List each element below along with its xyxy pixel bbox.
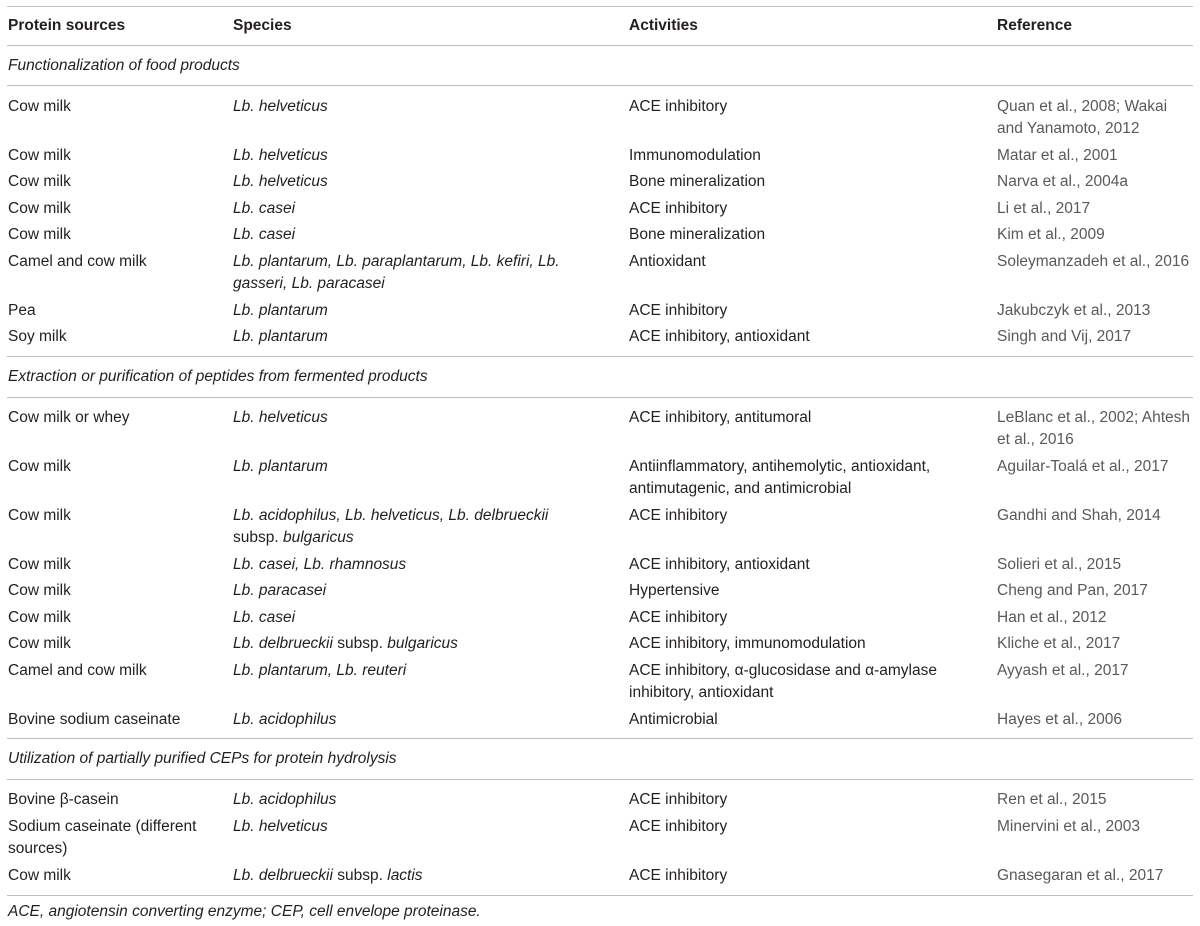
- cell-protein-source: Cow milk: [8, 635, 71, 652]
- cell-protein-source: Camel and cow milk: [8, 253, 147, 270]
- cell-species: Lb. acidophilus: [233, 791, 337, 808]
- header-reference: Reference: [997, 17, 1072, 34]
- cell-species: Lb. casei, Lb. rhamnosus: [233, 556, 407, 573]
- cell-reference: Soleymanzadeh et al., 2016: [997, 253, 1190, 270]
- cell-activities: Bone mineralization: [629, 173, 766, 190]
- cell-activities: ACE inhibitory: [629, 818, 728, 835]
- cell-species: Lb. plantarum: [233, 458, 328, 475]
- cell-protein-source: Bovine sodium caseinate: [8, 711, 181, 728]
- cell-species: Lb. delbrueckii subsp. lactis: [233, 867, 423, 884]
- section-rule: [7, 356, 1193, 357]
- cell-reference: Quan et al., 2008; Wakai and Yanamoto, 2012: [997, 98, 1168, 137]
- cell-species: Lb. casei: [233, 226, 296, 243]
- section-title: Extraction or purification of peptides from fermented products: [8, 368, 428, 385]
- cell-reference: Solieri et al., 2015: [997, 556, 1122, 573]
- cell-activities: ACE inhibitory, antioxidant: [629, 328, 810, 345]
- header-activities: Activities: [629, 17, 698, 34]
- section-title: Utilization of partially purified CEPs for protein hydrolysis: [8, 750, 397, 767]
- cell-reference: LeBlanc et al., 2002; Ahtesh et al., 2016: [997, 409, 1191, 448]
- cell-reference: Jakubczyk et al., 2013: [997, 302, 1151, 319]
- cell-activities: ACE inhibitory: [629, 609, 728, 626]
- cell-reference: Gandhi and Shah, 2014: [997, 507, 1161, 524]
- cell-species: Lb. casei: [233, 609, 296, 626]
- cell-activities: ACE inhibitory: [629, 507, 728, 524]
- header-rule: [7, 45, 1193, 46]
- cell-species: Lb. plantarum: [233, 328, 328, 345]
- section-rule: [7, 738, 1193, 739]
- table-bottom-rule: [7, 895, 1193, 896]
- cell-activities: Antioxidant: [629, 253, 706, 270]
- cell-protein-source: Cow milk: [8, 226, 71, 243]
- cell-species: Lb. helveticus: [233, 818, 328, 835]
- table-top-rule: [7, 6, 1193, 7]
- cell-reference: Li et al., 2017: [997, 200, 1091, 217]
- cell-activities: ACE inhibitory, α-glucosidase and α-amylase inhibitory, antioxidant: [629, 662, 937, 701]
- cell-activities: ACE inhibitory: [629, 791, 728, 808]
- cell-protein-source: Soy milk: [8, 328, 67, 345]
- cell-species: Lb. casei: [233, 200, 296, 217]
- cell-reference: Ren et al., 2015: [997, 791, 1107, 808]
- cell-protein-source: Cow milk: [8, 98, 71, 115]
- cell-activities: Hypertensive: [629, 582, 720, 599]
- cell-reference: Kliche et al., 2017: [997, 635, 1121, 652]
- cell-activities: ACE inhibitory: [629, 200, 728, 217]
- cell-reference: Gnasegaran et al., 2017: [997, 867, 1164, 884]
- cell-protein-source: Cow milk: [8, 458, 71, 475]
- section-rule: [7, 85, 1193, 86]
- cell-activities: Antimicrobial: [629, 711, 718, 728]
- cell-protein-source: Cow milk: [8, 173, 71, 190]
- header-protein-sources: Protein sources: [8, 17, 126, 34]
- header-species: Species: [233, 17, 292, 34]
- cell-protein-source: Cow milk: [8, 556, 71, 573]
- cell-protein-source: Cow milk: [8, 582, 71, 599]
- cell-activities: Immunomodulation: [629, 147, 761, 164]
- cell-protein-source: Pea: [8, 302, 36, 319]
- cell-activities: ACE inhibitory, antioxidant: [629, 556, 810, 573]
- cell-reference: Matar et al., 2001: [997, 147, 1118, 164]
- cell-protein-source: Sodium caseinate (different sources): [8, 818, 197, 857]
- cell-species: Lb. helveticus: [233, 147, 328, 164]
- cell-activities: Bone mineralization: [629, 226, 766, 243]
- cell-activities: Antiinflammatory, antihemolytic, antioxidant, antimutagenic, and antimicrobial: [629, 458, 931, 497]
- cell-protein-source: Cow milk: [8, 147, 71, 164]
- cell-species: Lb. delbrueckii subsp. bulgaricus: [233, 635, 458, 652]
- cell-protein-source: Cow milk: [8, 609, 71, 626]
- section-rule: [7, 779, 1193, 780]
- cell-species: Lb. helveticus: [233, 173, 328, 190]
- cell-protein-source: Camel and cow milk: [8, 662, 147, 679]
- cell-reference: Singh and Vij, 2017: [997, 328, 1132, 345]
- cell-reference: Minervini et al., 2003: [997, 818, 1141, 835]
- cell-reference: Narva et al., 2004a: [997, 173, 1128, 190]
- section-title: Functionalization of food products: [8, 57, 240, 74]
- cell-protein-source: Cow milk or whey: [8, 409, 130, 426]
- table-footnote: ACE, angiotensin converting enzyme; CEP, cell envelope proteinase.: [8, 903, 481, 920]
- cell-activities: ACE inhibitory, antitumoral: [629, 409, 812, 426]
- cell-species: Lb. acidophilus: [233, 711, 337, 728]
- cell-species: Lb. acidophilus, Lb. helveticus, Lb. delbrueckii subsp. bulgaricus: [233, 507, 549, 546]
- cell-protein-source: Cow milk: [8, 867, 71, 884]
- cell-reference: Han et al., 2012: [997, 609, 1107, 626]
- table-header: [0, 17, 1200, 39]
- cell-activities: ACE inhibitory, immunomodulation: [629, 635, 866, 652]
- cell-activities: ACE inhibitory: [629, 867, 728, 884]
- cell-reference: Ayyash et al., 2017: [997, 662, 1129, 679]
- section-rule: [7, 397, 1193, 398]
- cell-reference: Kim et al., 2009: [997, 226, 1105, 243]
- cell-species: Lb. plantarum, Lb. paraplantarum, Lb. kefiri, Lb. gasseri, Lb. paracasei: [233, 253, 560, 292]
- cell-species: Lb. paracasei: [233, 582, 327, 599]
- cell-protein-source: Cow milk: [8, 507, 71, 524]
- cell-activities: ACE inhibitory: [629, 98, 728, 115]
- cell-reference: Cheng and Pan, 2017: [997, 582, 1148, 599]
- cell-protein-source: Bovine β-casein: [8, 791, 119, 808]
- cell-protein-source: Cow milk: [8, 200, 71, 217]
- cell-species: Lb. helveticus: [233, 409, 328, 426]
- cell-activities: ACE inhibitory: [629, 302, 728, 319]
- cell-reference: Aguilar-Toalá et al., 2017: [997, 458, 1169, 475]
- cell-species: Lb. helveticus: [233, 98, 328, 115]
- cell-species: Lb. plantarum: [233, 302, 328, 319]
- cell-species: Lb. plantarum, Lb. reuteri: [233, 662, 407, 679]
- cell-reference: Hayes et al., 2006: [997, 711, 1122, 728]
